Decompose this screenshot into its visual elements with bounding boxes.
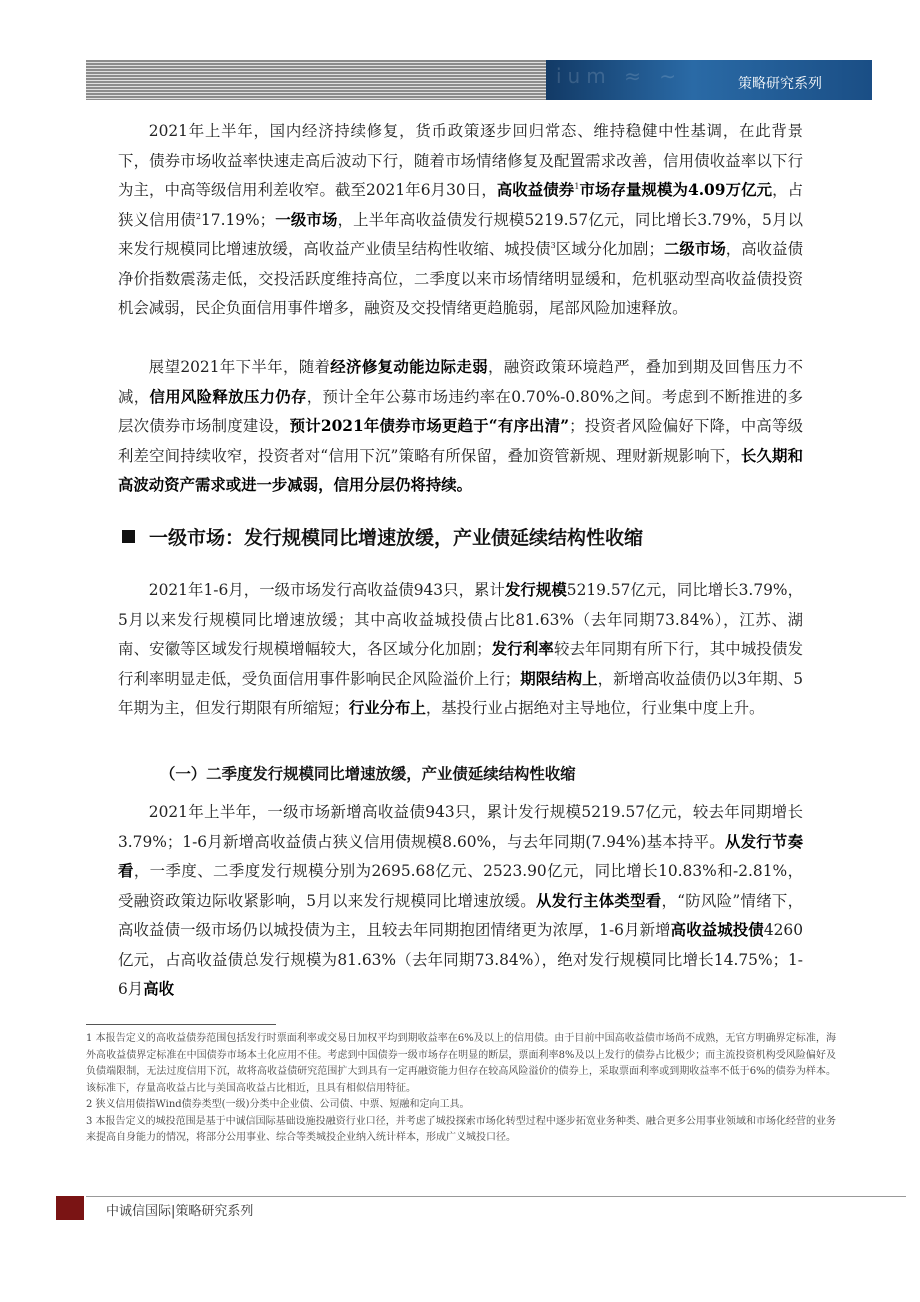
bold-text: 发行利率: [491, 640, 554, 658]
bold-text: 高收益城投债: [670, 921, 764, 939]
bold-text: 高收: [143, 980, 174, 998]
bold-text: 经济修复动能边际走弱: [330, 358, 488, 376]
section-paragraph-1: [118, 576, 803, 724]
footnotes: [86, 1031, 836, 1147]
text-run: 区域分化加剧；: [555, 240, 664, 258]
footer-divider: [86, 1196, 906, 1197]
bold-text: 从发行节奏看: [118, 832, 803, 880]
text-run: 2021年上半年，国内经济持续修复，货币政策逐步回归常态、维持稳健中性基调，在此背景下，债券市场收益率快速走高后波动下行，随着市场情绪修复及配置需求改善，信用债收益率以下行为主，中高等级信用利差收窄。截至2021年6月30日，: [118, 122, 803, 199]
text-run: ，“防风险”情绪下，高收益债一级市场仍以城投债为主，且较去年同期抱团情绪更为浓厚，1-6月新增: [118, 891, 803, 939]
intro-paragraph-1: [118, 117, 803, 324]
text-run: 17.19%；: [200, 210, 276, 229]
text-run: ，新增高收益债仍以3年期、5年期为主，但发行期限有所缩短；: [118, 669, 803, 717]
header-title: 策略研究系列: [738, 76, 822, 92]
footnote-ref: 2: [195, 211, 201, 221]
text-run: 2021年上半年，一级市场新增高收益债943只，累计发行规模5219.57亿元，较去年同期增长3.79%；1-6月新增高收益债占狭义信用债规模8.60%，与去年同期(7.94%)基本持平。: [118, 803, 803, 851]
text-run: ，基投行业占据绝对主导地位，行业集中度上升。: [425, 699, 765, 717]
bold-text: 发行规模: [504, 581, 567, 599]
text-run: ，一季度、二季度发行规模分别为2695.68亿元、2523.90亿元，同比增长10.83%和-2.81%，受融资政策边际收紧影响，5月以来发行规模同比增速放缓。: [118, 862, 803, 910]
text-run: 5219.57亿元，同比增长3.79%，5月以来发行规模同比增速放缓；其中高收益城投债占比81.63%（去年同期73.84%），江苏、湖南、安徽等区域发行规模增幅较大，各区域分化加剧；: [118, 581, 803, 658]
footnote-ref: 3: [550, 240, 556, 250]
subsection-paragraph-1: [118, 798, 803, 1005]
banner-decoration: ium ≈ ∼: [556, 64, 682, 88]
text-run: 4260亿元，占高收益债总发行规模为81.63%（去年同期73.84%），绝对发行规模同比增长14.75%；1-6月: [118, 921, 803, 998]
footer-text: 中诚信国际|策略研究系列: [106, 1204, 254, 1219]
text-run: 2021年1-6月，一级市场发行高收益债943只，累计: [148, 581, 505, 599]
bold-text: 预计2021年债券市场更趋于“有序出清”: [289, 417, 570, 435]
text-run: ，上半年高收益债发行规模5219.57亿元，同比增长3.79%，5月以来发行规模同比增速放缓，高收益产业债呈结构性收缩、城投债: [118, 210, 803, 258]
text-run: ，预计全年公募市场违约率在0.70%-0.80%之间。考虑到不断推进的多层次债券市场制度建设，: [118, 387, 803, 435]
text-run: ，高收益债净价指数震荡走低，交投活跃度维持高位，二季度以来市场情绪明显缓和，危机驱动型高收益债投资机会减弱，民企负面信用事件增多，融资及交投情绪更趋脆弱，尾部风险加速释放。: [118, 240, 803, 317]
section-heading-text: 一级市场：发行规模同比增速放缓，产业债延续结构性收缩: [149, 527, 644, 549]
subsection-heading: （一）二季度发行规模同比增速放缓，产业债延续结构性收缩: [160, 765, 576, 783]
footnote-3: 3 本报告定义的城投范围是基于中诚信国际基础设施投融资行业口径，并考虑了城投探索市场化转型过程中逐步拓宽业务种类、融合更多公用事业领域和市场化经营的业务来提高自身能力的情况，将部分公用事业、综合等类城投企业纳入统计样本，形成广义城投口径。: [86, 1115, 836, 1143]
text-run: ，融资政策环境趋严，叠加到期及回售压力不减，: [118, 358, 803, 406]
text-run: ，占狭义信用债: [118, 181, 803, 229]
header-banner: [546, 60, 872, 100]
footnote-divider: [86, 1024, 276, 1025]
bold-text: 市场存量规模为4.09万亿元: [579, 181, 773, 199]
bold-text: 信用风险释放压力仍存: [149, 387, 307, 406]
intro-paragraph-2: [118, 353, 803, 501]
footnote-2: 2 狭义信用债指Wind债券类型(一级)分类中企业债、公司债、中票、短融和定向工具。: [86, 1099, 470, 1110]
bold-text: 二级市场: [663, 240, 726, 258]
bold-text: 高收益债券: [496, 181, 575, 199]
bullet-square-icon: [122, 530, 135, 543]
text-run: 展望2021年下半年，随着: [148, 358, 331, 376]
footer-accent-block: [56, 1196, 84, 1220]
bold-text: 从发行主体类型看: [535, 891, 662, 910]
text-run: ；投资者风险偏好下降，中高等级利差空间持续收窄，投资者对“信用下沉”策略有所保留，叠加资管新规、理财新规影响下，: [118, 417, 803, 465]
bold-text: 行业分布上: [348, 699, 426, 717]
text-run: 较去年同期有所下行，其中城投债发行利率明显走低，受负面信用事件影响民企风险溢价上行；: [118, 640, 803, 688]
bold-text: 长久期和高波动资产需求或进一步减弱，信用分层仍将持续。: [118, 446, 803, 494]
bold-text: 一级市场: [275, 210, 338, 229]
footnote-1: 1 本报告定义的高收益债券范围包括发行时票面利率或交易日加权平均到期收益率在6%及以上的信用债。由于目前中国高收益债市场尚不成熟，无官方明确界定标准，海外高收益债界定标准在中国债券市场本土化应用不佳。考虑到中国债券一级市场存在明显的断层，票面利率8%及以上发行的债券占比极少；而主流投资机构受风险偏好及负债端限制，无法过度信用下沉，故将高收益债研究范围扩大到具有一定再融资能力但存在较高风险溢价的债券上，采取票面利率或到期收益率不低于6%的债券为样本。该标准下，存量高收益占比与美国高收益占比相近，且具有相似信用特征。: [86, 1033, 836, 1094]
footnote-ref: 1: [574, 181, 580, 191]
bold-text: 期限结构上: [520, 669, 598, 688]
section-heading: [122, 523, 643, 550]
header-stripe-bar: [86, 60, 546, 100]
